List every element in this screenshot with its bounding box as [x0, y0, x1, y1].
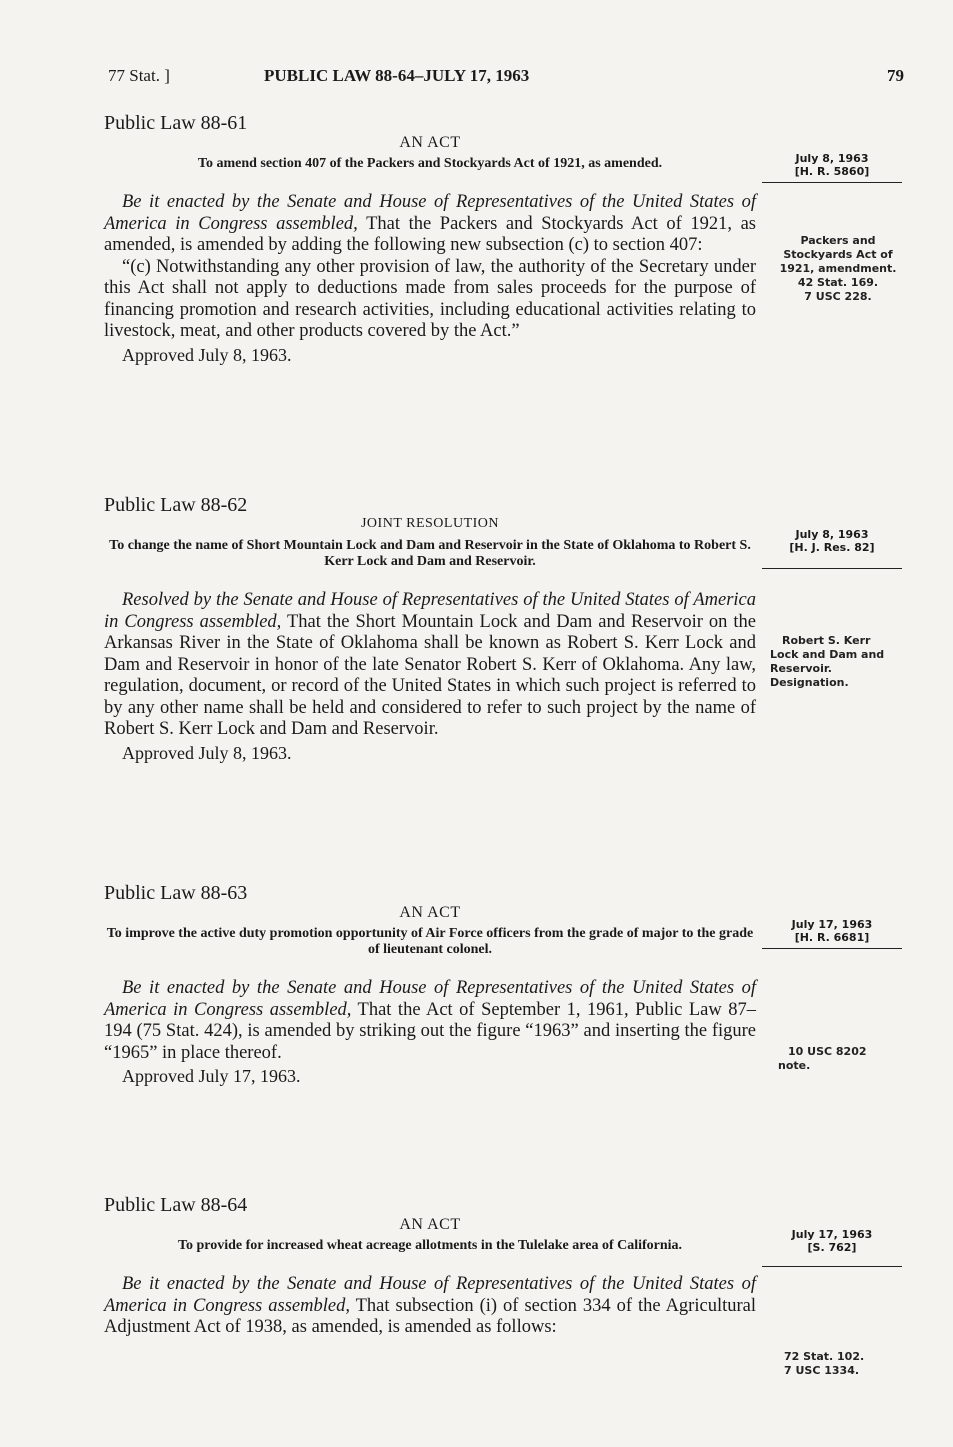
- margin-note-88-64: [784, 1350, 924, 1378]
- bill-reference-88-61: [762, 152, 902, 183]
- ref-date: July 8, 1963: [795, 528, 869, 541]
- bill-reference-88-64: [762, 1228, 902, 1267]
- ref-bill: [H. R. 6681]: [794, 931, 870, 944]
- act-purpose: To improve the active duty promotion opportunity of Air Force officers from the grade of major to the grade of lieutenant colonel.: [106, 926, 754, 957]
- approval-date: Approved July 17, 1963.: [122, 1066, 301, 1086]
- page-number: 79: [887, 66, 904, 85]
- statute-volume: 77 Stat. ]: [108, 66, 170, 85]
- bill-reference-88-63: [762, 918, 902, 949]
- law-title: Public Law 88-64: [104, 1194, 248, 1216]
- margin-note-line: 42 Stat. 169.: [797, 276, 879, 289]
- enacting-clause: [104, 978, 756, 1064]
- margin-note-line: 7 USC 1334.: [784, 1364, 860, 1377]
- act-body: [104, 192, 756, 343]
- enacting-text: That the Short Mountain Lock and Dam and Reservoir on the Arkansas River in the State of Oklahoma shall be known as Robert S. Kerr Lock and Dam and Reservoir in honor of the late Senator Robert S. Kerr of Oklahoma. Any law, regulation, document, or record of the United States in which such project is referred to by any other name shall be held and considered to refer to such project by the name of Robert S. Kerr Lock and Dam and Reservoir.: [104, 611, 756, 739]
- margin-note-line: 1921, amendment.: [779, 262, 897, 275]
- margin-note-line: 7 USC 228.: [804, 290, 872, 303]
- act-kind: AN ACT: [399, 134, 461, 151]
- law-title: Public Law 88-63: [104, 882, 248, 904]
- margin-note-88-61: [768, 234, 908, 304]
- law-88-63: [104, 882, 756, 1087]
- margin-note-88-63: [778, 1045, 918, 1073]
- enacting-text: That the Act of September 1, 1961, Public Law 87–194 (75 Stat. 424), is amended by striking out the figure “1963” and inserting the figure “1965” in place thereof.: [104, 999, 756, 1063]
- law-88-61: [104, 112, 756, 366]
- act-kind: AN ACT: [399, 1216, 461, 1233]
- act-body: [104, 1274, 756, 1339]
- margin-note-line: Lock and Dam and: [770, 648, 885, 661]
- approval-date: Approved July 8, 1963.: [122, 742, 292, 763]
- enacting-text: That subsection (i) of section 334 of the Agricultural Adjustment Act of 1938, as amended, is amended as follows:: [104, 1295, 756, 1337]
- act-body: [104, 978, 756, 1064]
- enacting-clause: [104, 590, 756, 741]
- margin-note-line: Designation.: [770, 676, 849, 689]
- act-kind: AN ACT: [399, 904, 461, 921]
- act-kind: JOINT RESOLUTION: [360, 516, 499, 531]
- margin-note-line: 10 USC 8202: [788, 1045, 867, 1058]
- enacting-formula: Be it enacted by the Senate and House of Representatives of the United States of America in Congress assembled,: [104, 192, 756, 234]
- ref-rule: [762, 948, 902, 949]
- law-88-62: [104, 494, 756, 764]
- approval-date: Approved July 8, 1963.: [122, 344, 292, 365]
- bill-reference-88-62: [762, 528, 902, 569]
- margin-note-line: 72 Stat. 102.: [784, 1350, 865, 1363]
- act-purpose: To amend section 407 of the Packers and Stockyards Act of 1921, as amended.: [197, 156, 663, 171]
- enacting-clause: [104, 1274, 756, 1339]
- law-title: Public Law 88-62: [104, 494, 248, 516]
- act-purpose: To change the name of Short Mountain Lock and Dam and Reservoir in the State of Oklahoma to Robert S. Kerr Lock and Dam and Reservoir.: [109, 538, 751, 569]
- enacting-clause: [104, 192, 756, 257]
- ref-date: July 17, 1963: [791, 918, 873, 931]
- enacting-formula: Be it enacted by the Senate and House of Representatives of the United States of America in Congress assembled,: [104, 1274, 756, 1316]
- enacting-formula: Resolved by the Senate and House of Representatives of the United States of America in Congress assembled,: [104, 590, 756, 632]
- quoted-subsection: “(c) Notwithstanding any other provision of law, the authority of the Secretary under this Act shall not apply to deductions made from sales proceeds for the purpose of financing promotion and research activities, including educational activities relating to livestock, meat, and other products covered by the Act.”: [104, 256, 756, 341]
- ref-bill: [S. 762]: [807, 1241, 857, 1254]
- margin-note-line: note.: [778, 1059, 811, 1072]
- margin-note-line: Stockyards Act of: [783, 248, 893, 261]
- act-body: [104, 590, 756, 741]
- margin-note-88-62: [770, 634, 910, 690]
- ref-bill: [H. J. Res. 82]: [789, 541, 875, 554]
- ref-rule: [762, 182, 902, 183]
- enacting-text: That the Packers and Stockyards Act of 1921, as amended, is amended by adding the following new subsection (c) to section 407:: [104, 213, 756, 255]
- enacting-formula: Be it enacted by the Senate and House of Representatives of the United States of America in Congress assembled,: [104, 978, 756, 1020]
- ref-bill: [H. R. 5860]: [794, 165, 870, 178]
- act-purpose: To provide for increased wheat acreage allotments in the Tulelake area of California.: [177, 1238, 683, 1253]
- ref-rule: [762, 568, 902, 569]
- law-title: Public Law 88-61: [104, 112, 248, 134]
- margin-note-line: Robert S. Kerr: [782, 634, 871, 647]
- ref-date: July 17, 1963: [791, 1228, 873, 1241]
- law-88-64: [104, 1194, 756, 1339]
- ref-date: July 8, 1963: [795, 152, 869, 165]
- running-title: PUBLIC LAW 88-64–JULY 17, 1963: [264, 66, 530, 85]
- ref-rule: [762, 1266, 902, 1267]
- margin-note-line: Reservoir.: [770, 662, 832, 675]
- running-header: [104, 66, 904, 90]
- margin-note-line: Packers and: [800, 234, 876, 247]
